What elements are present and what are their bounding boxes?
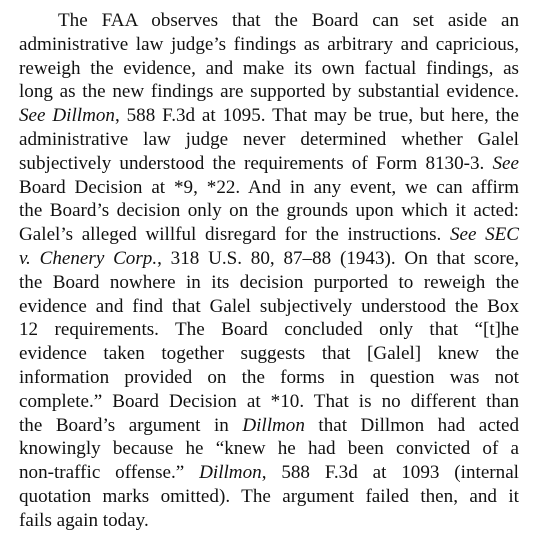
text-line [19, 247, 519, 271]
body-text: 12 requirements. The Board concluded only that “[t]he [19, 319, 519, 341]
body-text: Board Decision at *9, *22. And in any event, we can affirm [19, 176, 519, 198]
citation-text: See [492, 152, 519, 174]
text-line [19, 437, 519, 461]
body-text: Galel’s alleged willful disregard for the instructions. [19, 224, 450, 246]
body-paragraph [19, 9, 519, 533]
text-line [19, 461, 519, 485]
text-line [19, 366, 519, 390]
body-text: that Dillmon had acted [304, 414, 519, 436]
document-page [19, 9, 519, 533]
text-line [19, 318, 519, 342]
text-line [19, 414, 519, 438]
body-text: evidence and find that Galel subjectively understood the Box [19, 295, 519, 317]
body-text: , 318 U.S. 80, 87–88 (1943). On that score, [157, 247, 519, 269]
citation-text: See Dillmon [19, 105, 115, 127]
text-line [19, 271, 519, 295]
text-line [19, 128, 519, 152]
citation-text: Dillmon [242, 414, 305, 436]
text-line [19, 485, 519, 509]
citation-text: v. Chenery Corp. [19, 247, 158, 269]
body-text: administrative law judge never determined whether Galel [19, 128, 519, 150]
text-line [19, 342, 519, 366]
body-text: evidence taken together suggests that [Galel] knew the [19, 343, 519, 365]
body-text: reweigh the evidence, and make its own factual findings, as [19, 57, 519, 79]
body-text: , 588 F.3d at 1093 (internal [261, 462, 519, 484]
body-text: long as the new findings are supported by substantial evidence. [19, 81, 519, 103]
body-text: the Board nowhere in its decision purported to reweigh the [19, 271, 519, 293]
text-line [19, 509, 519, 533]
body-text: , 588 F.3d at 1095. That may be true, but here, the [114, 105, 519, 127]
text-line [19, 9, 519, 33]
text-line [19, 80, 519, 104]
text-line [19, 104, 519, 128]
body-text: administrative law judge’s findings as arbitrary and capricious, [19, 33, 519, 55]
text-line [19, 33, 519, 57]
text-line [19, 176, 519, 200]
body-text: The FAA observes that the Board can set aside an [58, 10, 519, 31]
body-text: complete.” Board Decision at *10. That is no different than [19, 390, 519, 412]
text-line [19, 390, 519, 414]
text-line [19, 223, 519, 247]
body-text: non-traffic offense.” [19, 462, 200, 484]
body-text: quotation marks omitted). The argument failed then, and it [19, 485, 519, 507]
text-line [19, 199, 519, 223]
body-text: subjectively understood the requirements of Form 8130-3. [19, 152, 493, 174]
citation-text: Dillmon [199, 462, 262, 484]
text-line [19, 57, 519, 81]
body-text: fails again today. [19, 509, 149, 531]
body-text: the Board’s argument in [19, 414, 243, 436]
citation-text: See SEC [449, 224, 520, 246]
body-text: information provided on the forms in question was not [19, 366, 519, 388]
body-text: knowingly because he “knew he had been convicted of a [19, 438, 519, 460]
body-text: the Board’s decision only on the grounds upon which it acted: [19, 200, 519, 222]
text-line [19, 152, 519, 176]
text-line [19, 295, 519, 319]
